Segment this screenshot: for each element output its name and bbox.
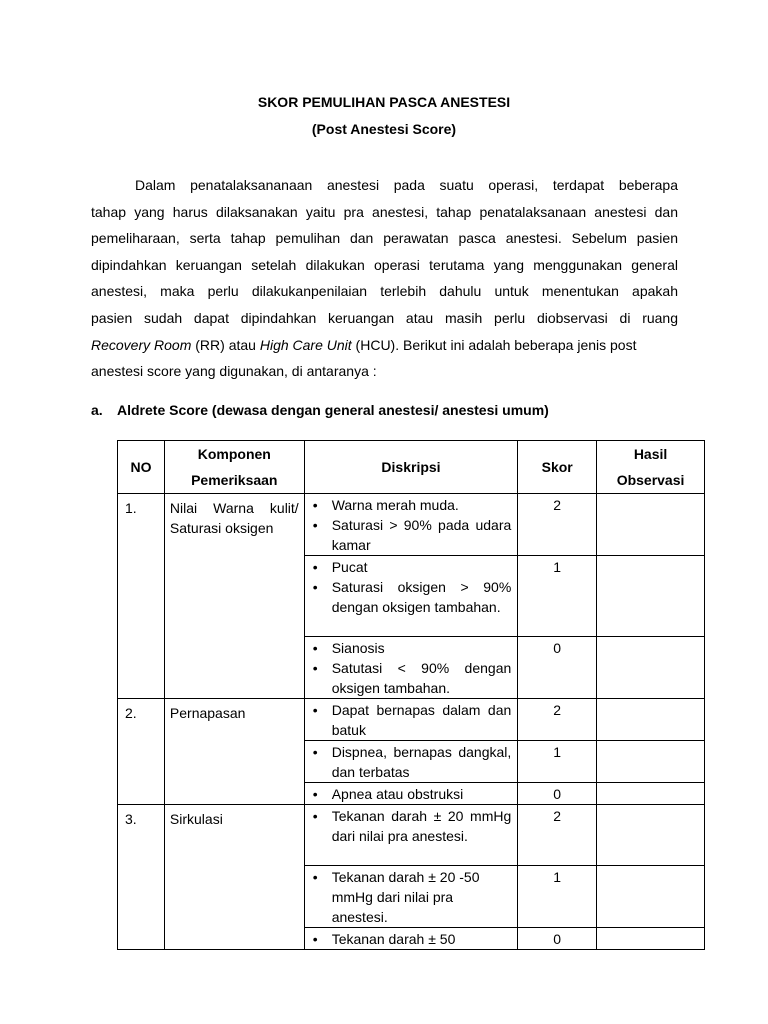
section-label: a. xyxy=(91,402,103,418)
section-text: Aldrete Score (dewasa dengan general anestesi/ anestesi umum) xyxy=(117,402,549,418)
row-diskripsi xyxy=(304,699,518,741)
row-skor: 2 xyxy=(518,805,597,866)
row-diskripsi xyxy=(304,637,518,699)
table-row xyxy=(118,699,705,741)
list-item: • Sianosis xyxy=(313,638,512,658)
paragraph-text: (RR) atau xyxy=(191,336,260,353)
header-skor: Skor xyxy=(518,441,597,494)
recovery-room-term: Recovery Room xyxy=(91,336,192,353)
paragraph-line xyxy=(91,332,678,359)
header-hasil-line1: Hasil xyxy=(633,446,668,462)
paragraph-line: Dalam penatalaksananaan anestesi pada suatu operasi, terdapat beberapa xyxy=(135,177,678,193)
observation-cell[interactable] xyxy=(597,637,705,699)
list-item: • Saturasi oksigen > 90% dengan oksigen tambahan. xyxy=(313,577,512,617)
row-komponen: Sirkulasi xyxy=(164,805,304,950)
paragraph-text: (HCU). Berikut ini adalah beberapa jenis post xyxy=(351,336,637,353)
header-diskripsi: Diskripsi xyxy=(304,441,518,494)
komponen-line: Nilai Warna kulit/ xyxy=(169,500,299,516)
paragraph-line: pemeliharaan, serta tahap pemulihan dan perawatan pasca anestesi. Sebelum pasien xyxy=(91,230,678,247)
observation-cell[interactable] xyxy=(597,494,705,556)
section-heading xyxy=(91,402,549,418)
row-diskripsi xyxy=(304,805,518,866)
list-item: • Pucat xyxy=(313,557,512,577)
table-row xyxy=(118,494,705,556)
observation-cell[interactable] xyxy=(597,741,705,783)
list-item: • Saturasi > 90% pada udara kamar xyxy=(313,515,512,555)
paragraph-line: dipindahkan keruangan setelah dilakukan operasi terutama yang menggunakan general xyxy=(91,256,678,273)
paragraph-line: tahap yang harus dilaksanakan yaitu pra anestesi, tahap penatalaksanaan anestesi dan xyxy=(91,203,678,220)
row-skor: 0 xyxy=(518,928,597,950)
header-hasil xyxy=(597,441,705,494)
observation-cell[interactable] xyxy=(597,783,705,805)
observation-cell[interactable] xyxy=(597,699,705,741)
paragraph-line: anestesi, maka perlu dilakukanpenilaian terlebih dahulu untuk menentukan apakah xyxy=(91,283,678,300)
paragraph-line: pasien sudah dapat dipindahkan keruangan atau masih perlu diobservasi di ruang xyxy=(91,309,678,326)
row-skor: 1 xyxy=(518,866,597,928)
list-item: • Apnea atau obstruksi xyxy=(313,784,512,804)
document-subtitle: (Post Anestesi Score) xyxy=(311,121,457,137)
row-diskripsi xyxy=(304,556,518,637)
row-diskripsi xyxy=(304,741,518,783)
aldrete-score-table xyxy=(117,440,705,950)
list-item: • Tekanan darah ± 20 -50 mmHg dari nilai pra anestesi. xyxy=(313,867,512,927)
list-item: • Satutasi < 90% dengan oksigen tambahan. xyxy=(313,658,512,698)
row-skor: 2 xyxy=(518,699,597,741)
header-no: NO xyxy=(118,441,165,494)
header-komponen xyxy=(164,441,304,494)
observation-cell[interactable] xyxy=(597,928,705,950)
row-diskripsi xyxy=(304,928,518,950)
row-number: 3. xyxy=(118,805,165,950)
row-number: 1. xyxy=(118,494,165,699)
table-row xyxy=(118,805,705,866)
list-item: • Dapat bernapas dalam dan batuk xyxy=(313,700,512,740)
header-hasil-line2: Observasi xyxy=(616,472,685,488)
row-diskripsi xyxy=(304,866,518,928)
header-komponen-line2: Pemeriksaan xyxy=(191,472,278,488)
list-item: • Warna merah muda. xyxy=(313,495,512,515)
row-skor: 1 xyxy=(518,556,597,637)
header-komponen-line1: Komponen xyxy=(197,446,271,462)
row-skor: 2 xyxy=(518,494,597,556)
observation-cell[interactable] xyxy=(597,866,705,928)
row-komponen: Pernapasan xyxy=(164,699,304,805)
komponen-line: Saturasi oksigen xyxy=(169,520,274,536)
row-diskripsi xyxy=(304,494,518,556)
document-title: SKOR PEMULIHAN PASCA ANESTESI xyxy=(257,94,511,110)
observation-cell[interactable] xyxy=(597,805,705,866)
high-care-unit-term: High Care Unit xyxy=(259,336,352,353)
row-skor: 0 xyxy=(518,637,597,699)
row-number: 2. xyxy=(118,699,165,805)
row-skor: 0 xyxy=(518,783,597,805)
list-item: • Tekanan darah ± 50 xyxy=(313,929,512,949)
paragraph-line: anestesi score yang digunakan, di antaranya : xyxy=(91,363,377,380)
intro-paragraph xyxy=(91,172,678,385)
row-skor: 1 xyxy=(518,741,597,783)
list-item: • Dispnea, bernapas dangkal, dan terbatas xyxy=(313,742,512,782)
row-diskripsi xyxy=(304,783,518,805)
list-item: • Tekanan darah ± 20 mmHg dari nilai pra anestesi. xyxy=(313,806,512,846)
row-komponen xyxy=(164,494,304,699)
observation-cell[interactable] xyxy=(597,556,705,637)
